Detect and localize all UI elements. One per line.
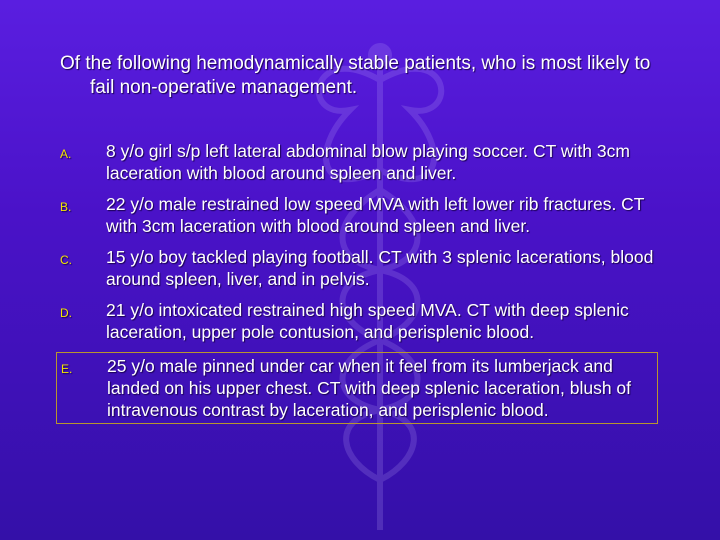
option-letter: D. [60,306,72,320]
option-d [60,299,664,343]
option-text: 21 y/o intoxicated restrained high speed MVA. CT with deep splenic laceration, upper pole contusion, and perisplenic blood. [106,300,629,342]
option-text: 22 y/o male restrained low speed MVA with left lower rib fractures. CT with 3cm laceration with blood around spleen and liver. [106,194,645,236]
question-text [60,52,660,100]
option-c [60,246,664,290]
option-letter: C. [60,253,72,267]
question-label: Of the following hemodynamically stable patients, who is most likely to fail non-operative management. [60,53,651,98]
option-text: 25 y/o male pinned under car when it feel from its lumberjack and landed on his upper chest. CT with deep splenic laceration, blush of intravenous contrast by laceration, and perisplenic blood. [107,356,632,420]
option-letter: B. [60,200,72,214]
option-e-answer-box [56,352,658,424]
option-b [60,193,664,237]
option-letter: A. [60,147,72,161]
option-text: 15 y/o boy tackled playing football. CT with 3 splenic lacerations, blood around spleen, liver, and in pelvis. [106,247,654,289]
option-a [60,140,664,184]
option-letter: E. [61,362,73,376]
option-text: 8 y/o girl s/p left lateral abdominal blow playing soccer. CT with 3cm laceration with blood around spleen and liver. [106,141,630,183]
answer-options [60,140,664,433]
